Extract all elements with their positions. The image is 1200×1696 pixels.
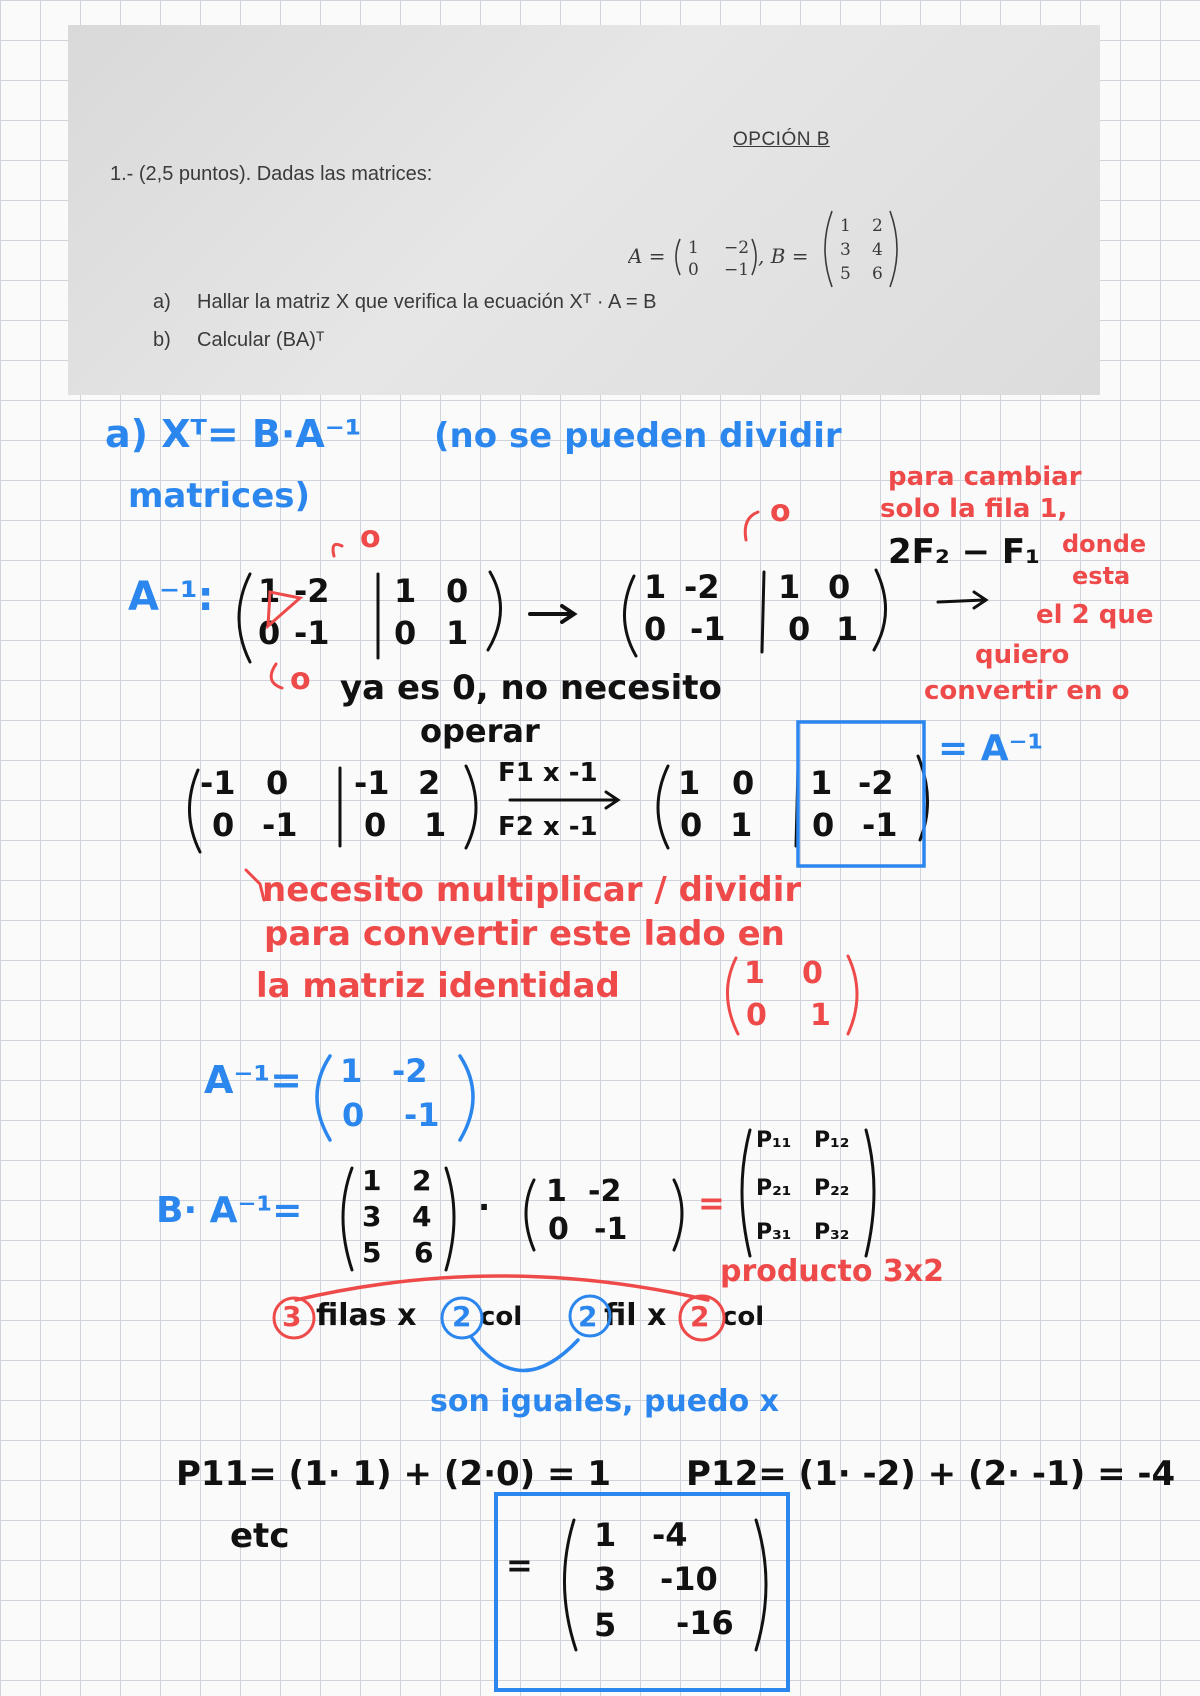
aug1-r12: 0 [446, 572, 469, 610]
p11-calc: P11= (1· 1) + (2·0) = 1 [176, 1454, 611, 1494]
ainv-r21: 0 [342, 1096, 365, 1134]
a-22: −1 [724, 260, 750, 280]
aug2-r12: 0 [828, 568, 851, 606]
option-title: OPCIÓN B [733, 129, 830, 150]
dim-2c: 2 [690, 1300, 710, 1333]
note-red-4: esta [1072, 562, 1131, 590]
aug4-r22: -1 [862, 806, 898, 844]
note-mid-2: para convertir este lado en [264, 914, 785, 954]
note-mid-1: necesito multiplicar / dividir [262, 870, 802, 910]
p21: P₂₁ [756, 1176, 792, 1201]
aug3-r22: 1 [424, 806, 447, 844]
aug4-r12: -2 [858, 764, 894, 802]
id-12: 0 [802, 956, 823, 991]
b-32: 6 [872, 264, 883, 284]
dot-sign: · [478, 1188, 491, 1226]
aug4-r21: 0 [812, 806, 835, 844]
son-iguales: son iguales, puedo x [430, 1384, 780, 1419]
zero-mark-2: o [290, 662, 311, 697]
aug4-11: 1 [678, 764, 701, 802]
aug1-11: 1 [258, 572, 281, 610]
aug3-12: 0 [266, 764, 289, 802]
op-2f2-f1: 2F₂ − F₁ [888, 532, 1041, 572]
aug3-11: -1 [200, 764, 236, 802]
note-red-1: para cambiar [888, 462, 1082, 492]
aug3-r12: 2 [418, 764, 441, 802]
b-h-22: 4 [412, 1200, 432, 1233]
aug1-r21: 0 [394, 614, 417, 652]
line-a-paren: (no se pueden dividir [434, 416, 842, 456]
ainv-label: A⁻¹: [128, 574, 214, 620]
aug2-21: 0 [644, 610, 667, 648]
line-a-equation: a) Xᵀ= B·A⁻¹ [105, 412, 362, 456]
op-f1: F1 x -1 [498, 758, 598, 788]
producto-3x2: producto 3x2 [720, 1254, 944, 1289]
res-11: 1 [594, 1516, 617, 1554]
note-mid-3: la matriz identidad [256, 966, 620, 1006]
dim-2b: 2 [578, 1300, 598, 1333]
p22: P₂₂ [814, 1176, 850, 1201]
eq-red: = [698, 1184, 725, 1222]
ainv-result-label: A⁻¹= [204, 1058, 302, 1102]
matrix-b-label: , B = [758, 244, 809, 268]
dim-filas: filas x [316, 1298, 417, 1333]
b-11: 1 [840, 216, 851, 236]
aug3-r21: 0 [364, 806, 387, 844]
res-12: -4 [652, 1516, 688, 1554]
ai-h-22: -1 [594, 1212, 628, 1247]
aug3-r11: -1 [354, 764, 390, 802]
matrix-a-label: A = [628, 244, 666, 268]
ai-h-11: 1 [546, 1174, 567, 1209]
aug1-22: -1 [294, 614, 330, 652]
b-h-31: 5 [362, 1236, 382, 1269]
id-22: 1 [810, 998, 831, 1033]
res-31: 5 [594, 1606, 617, 1644]
aug3-22: -1 [262, 806, 298, 844]
aug2-11: 1 [644, 568, 667, 606]
id-21: 0 [746, 998, 767, 1033]
aug1-12: -2 [294, 572, 330, 610]
zero-mark-3: o [770, 494, 791, 529]
a-21: 0 [688, 260, 699, 280]
dim-col-a: col [480, 1302, 523, 1332]
note-red-3: donde [1062, 530, 1147, 558]
ainv-r11: 1 [340, 1052, 363, 1090]
id-11: 1 [744, 956, 765, 991]
res-21: 3 [594, 1560, 617, 1598]
item-a: a) Hallar la matriz X que verifica la ecuación Xᵀ · A = B [153, 291, 657, 313]
aug4-22: 1 [730, 806, 753, 844]
b-h-32: 6 [414, 1236, 434, 1269]
aug1-r22: 1 [446, 614, 469, 652]
a-11: 1 [688, 238, 699, 258]
aug2-r11: 1 [778, 568, 801, 606]
p32: P₃₂ [814, 1220, 850, 1245]
note-red-7: convertir en o [924, 676, 1130, 706]
aug1-21: 0 [258, 614, 281, 652]
result-eq: = [506, 1546, 533, 1584]
p31: P₃₁ [756, 1220, 792, 1245]
b-h-12: 2 [412, 1164, 432, 1197]
ba-label: B· A⁻¹= [156, 1190, 303, 1231]
res-32: -16 [676, 1604, 734, 1642]
b-12: 2 [872, 216, 883, 236]
item-b: b) Calcular (BA)ᵀ [153, 329, 325, 351]
dim-3: 3 [282, 1300, 302, 1333]
a-12: −2 [724, 238, 750, 258]
question-text: 1.- (2,5 puntos). Dadas las matrices: [110, 163, 433, 185]
note-red-5: el 2 que [1036, 600, 1154, 630]
line-a-paren-2: matrices) [128, 476, 311, 516]
p11: P₁₁ [756, 1128, 792, 1153]
ainv-r22: -1 [404, 1096, 440, 1134]
aug3-21: 0 [212, 806, 235, 844]
aug2-r21: 0 [788, 610, 811, 648]
dim-col-b: col [722, 1302, 765, 1332]
aug2-12: -2 [684, 568, 720, 606]
b-22: 4 [872, 240, 883, 260]
ai-h-12: -2 [588, 1174, 622, 1209]
etc: etc [230, 1516, 290, 1556]
aug4-r11: 1 [810, 764, 833, 802]
dim-fil: fil x [604, 1298, 667, 1333]
op-f2: F2 x -1 [498, 812, 598, 842]
ainv-r12: -2 [392, 1052, 428, 1090]
ai-h-21: 0 [548, 1212, 569, 1247]
eq-ainv: = A⁻¹ [938, 728, 1044, 769]
aug2-r22: 1 [836, 610, 859, 648]
p12-calc: P12= (1· -2) + (2· -1) = -4 [686, 1454, 1176, 1494]
note-red-6: quiero [975, 640, 1070, 670]
aug4-21: 0 [680, 806, 703, 844]
b-h-21: 3 [362, 1200, 382, 1233]
b-21: 3 [840, 240, 851, 260]
b-h-11: 1 [362, 1164, 382, 1197]
note-red-2: solo la fila 1, [880, 494, 1068, 524]
ya-es-cero: ya es 0, no necesito [340, 668, 722, 708]
zero-mark-1: o [360, 520, 381, 555]
aug4-12: 0 [732, 764, 755, 802]
res-22: -10 [660, 1560, 718, 1598]
p12: P₁₂ [814, 1128, 850, 1153]
aug2-22: -1 [690, 610, 726, 648]
b-31: 5 [840, 264, 851, 284]
operar: operar [420, 712, 540, 750]
dim-2a: 2 [452, 1300, 472, 1333]
aug1-r11: 1 [394, 572, 417, 610]
